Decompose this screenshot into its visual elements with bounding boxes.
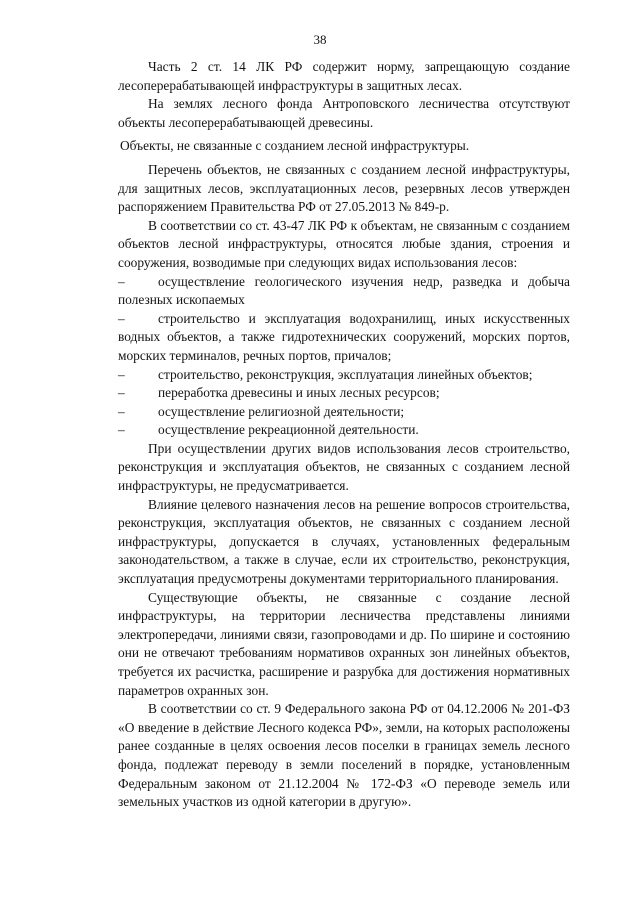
paragraph: При осуществлении других видов использования лесов строительство, реконструкция и эксплуатация объектов, не связанных с созданием лесной инфраструктуры, не предусматривается. (118, 440, 570, 494)
list-item (118, 366, 570, 385)
document-body (118, 58, 570, 812)
paragraph: Перечень объектов, не связанных с созданием лесной инфраструктуры, для защитных лесов, эксплуатационных лесов, резервных лесов утвержден распоряжением Правительства РФ от 27.05.2013 № 849-р. (118, 161, 570, 215)
list-dash: – (118, 403, 125, 419)
list-item (118, 384, 570, 403)
paragraph: В соответствии со ст. 9 Федерального закона РФ от 04.12.2006 № 201-ФЗ «О введение в действие Лесного кодекса РФ», земли, на которых расположены ранее созданные в целях освоения лесов поселки в границах земель лесного фонда, подлежат переводу в земли поселений в порядке, установленным Федеральным законом от 21.12.2004 № 172-ФЗ «О переводе земель или земельных участков из одной категории в другую». (118, 701, 570, 810)
paragraph: На землях лесного фонда Антроповского лесничества отсутствуют объекты лесоперерабатывающей древесины. (118, 96, 570, 130)
list-dash: – (118, 366, 125, 382)
list-dash: – (118, 310, 125, 326)
list-item (118, 403, 570, 422)
list-item-text: строительство, реконструкция, эксплуатация линейных объектов; (158, 366, 533, 382)
paragraph: Часть 2 ст. 14 ЛК РФ содержит норму, запрещающую создание лесоперерабатывающей инфраструктуры в защитных лесах. (118, 59, 570, 93)
list-item-text: осуществление рекреационной деятельности. (158, 422, 419, 438)
paragraph: Существующие объекты, не связанные с создание лесной инфраструктуры, на территории лесничества представлены линиями электропередачи, линиями связи, газопроводами и др. По ширине и состоянию они не отвечают требованиям нормативов охранных зон линейных объектов, требуется их расчистка, расширение и разрубка для достижения нормативных параметров охранных зон. (118, 589, 570, 698)
paragraph: Влияние целевого назначения лесов на решение вопросов строительства, реконструкция, эксплуатация объектов, не связанных с созданием лесной инфраструктуры, допускается в случаях, установленных федеральным законодательством, а также в случае, если их строительство, реконструкция, эксплуатация предусмотрены документами территориального планирования. (118, 496, 570, 587)
list-item (118, 273, 570, 310)
page-number: 38 (313, 32, 327, 47)
list-dash: – (118, 273, 125, 289)
section-heading: Объекты, не связанные с созданием лесной инфраструктуры. (120, 138, 470, 154)
list-dash: – (118, 385, 125, 401)
paragraph: В соответствии со ст. 43-47 ЛК РФ к объектам, не связанным с созданием объектов лесной инфраструктуры, относятся любые здания, строения и сооружения, возводимые при следующих видах использования лесов: (118, 217, 570, 270)
list-item-text: строительство и эксплуатация водохранилищ, иных искусственных водных объектов, а также гидротехнических сооружений, морских портов, морских терминалов, речных портов, причалов; (118, 310, 570, 363)
list-item (118, 421, 570, 440)
list-item (118, 310, 570, 366)
list-item-text: переработка древесины и иных лесных ресурсов; (158, 385, 440, 401)
list-dash: – (118, 422, 125, 438)
list-item-text: осуществление религиозной деятельности; (158, 403, 405, 419)
list-item-text: осуществление геологического изучения недр, разведка и добыча полезных ископаемых (118, 273, 570, 308)
